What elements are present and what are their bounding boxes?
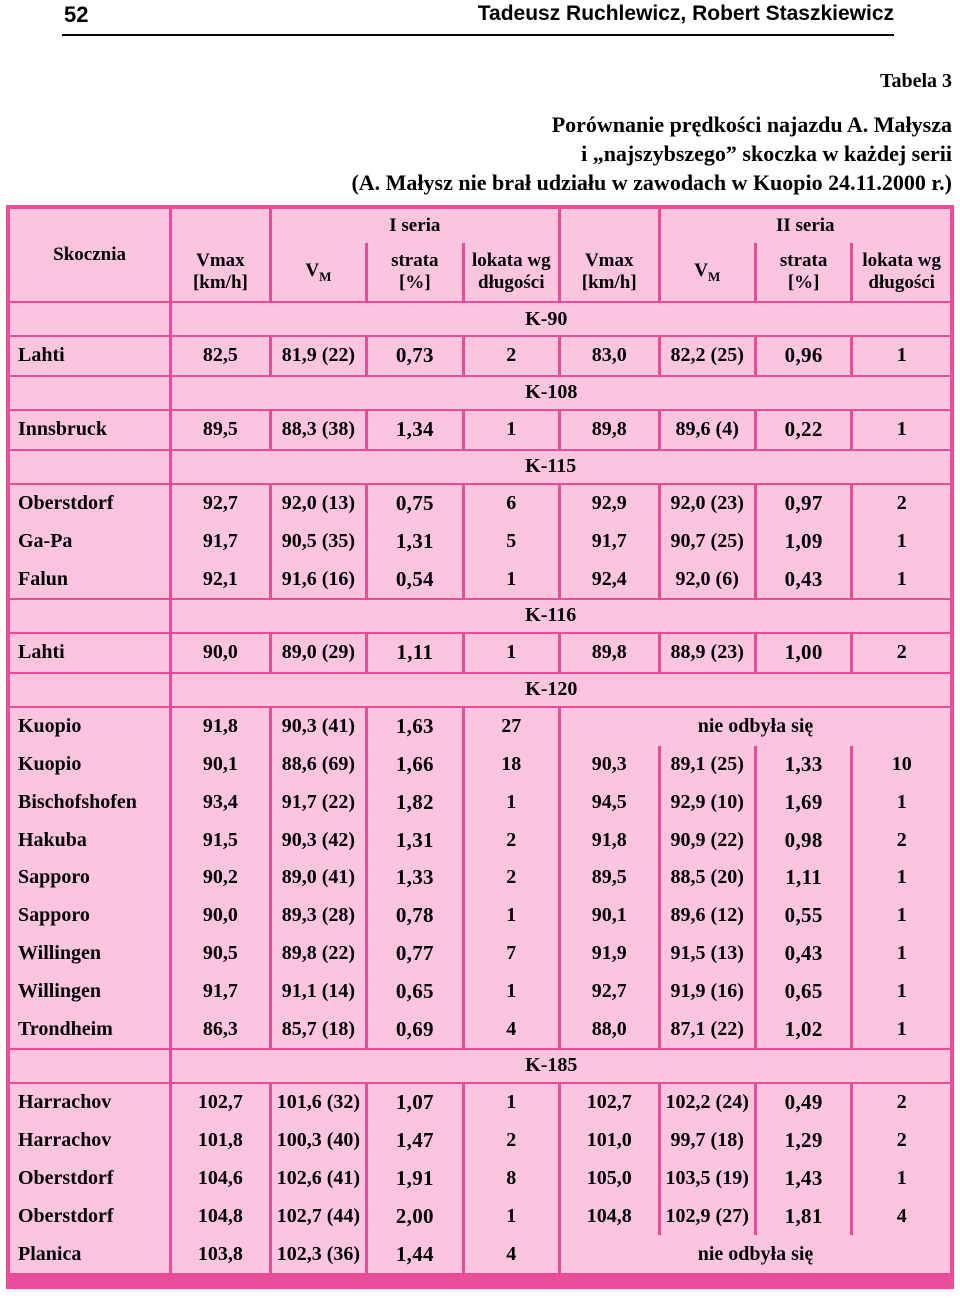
vm-1: 102,7 (44) [272, 1197, 365, 1235]
strata-2: 1,33 [757, 746, 850, 784]
vmax-1: 91,7 [172, 972, 269, 1010]
table-caption [351, 110, 952, 197]
header-strata-2: strata [%] [757, 243, 850, 301]
vm-1: 91,7 (22) [272, 783, 365, 821]
header-strata-1: strata [%] [368, 243, 461, 301]
vm-2: 89,6 (4) [661, 411, 754, 449]
strata-1: 2,00 [368, 1197, 461, 1235]
header-vmax-2: Vmax [km/h] [561, 243, 658, 301]
rank-2: 1 [853, 897, 950, 935]
table-row [10, 897, 950, 935]
vm-1: 85,7 (18) [272, 1010, 365, 1048]
vm-1: 91,6 (16) [272, 560, 365, 598]
rank-2: 1 [853, 972, 950, 1010]
strata-1: 1,31 [368, 821, 461, 859]
strata-1: 0,73 [368, 337, 461, 375]
rank-1: 1 [465, 634, 558, 672]
vm-1: 100,3 (40) [272, 1122, 365, 1160]
strata-2: 0,97 [757, 485, 850, 523]
vm-1: 81,9 (22) [272, 337, 365, 375]
vm-2: 91,5 (13) [661, 935, 754, 973]
vmax-1: 91,7 [172, 522, 269, 560]
vm-1: 90,5 (35) [272, 522, 365, 560]
vmax-1: 103,8 [172, 1235, 269, 1273]
vmax-1: 82,5 [172, 337, 269, 375]
hill-name: Sapporo [10, 859, 169, 897]
table-row [10, 746, 950, 784]
hill-name: Planica [10, 1235, 169, 1273]
vmax-1: 90,0 [172, 634, 269, 672]
rank-2: 1 [853, 1010, 950, 1048]
vm-1: 90,3 (41) [272, 708, 365, 746]
vm-2: 87,1 (22) [661, 1010, 754, 1048]
section-blank [10, 449, 169, 485]
table-row [10, 485, 950, 523]
vmax-2: 91,8 [561, 821, 658, 859]
header-blank-2 [561, 209, 658, 243]
hill-name: Falun [10, 560, 169, 598]
section-row [10, 598, 950, 634]
hill-size-label: K-108 [172, 375, 950, 411]
rank-1: 1 [465, 560, 558, 598]
section-blank [10, 301, 169, 337]
strata-1: 0,78 [368, 897, 461, 935]
vm-1: 102,3 (36) [272, 1235, 365, 1273]
vmax-2: 94,5 [561, 783, 658, 821]
rank-1: 8 [465, 1160, 558, 1198]
rank-1: 7 [465, 935, 558, 973]
vm-1: 89,0 (41) [272, 859, 365, 897]
section-row [10, 449, 950, 485]
header-rank-2: lokata wg długości [853, 243, 950, 301]
hill-name: Lahti [10, 337, 169, 375]
rank-1: 1 [465, 897, 558, 935]
caption-line: (A. Małysz nie brał udziału w zawodach w Kuopio 24.11.2000 r.) [351, 170, 952, 195]
hill-name: Oberstdorf [10, 485, 169, 523]
rank-1: 2 [465, 1122, 558, 1160]
rank-1: 1 [465, 972, 558, 1010]
header-series-2: II seria [661, 209, 951, 243]
section-row [10, 1048, 950, 1084]
vmax-2: 90,3 [561, 746, 658, 784]
hill-name: Harrachov [10, 1084, 169, 1122]
vm-2: 92,9 (10) [661, 783, 754, 821]
rank-2: 10 [853, 746, 950, 784]
vmax-1: 104,8 [172, 1197, 269, 1235]
rank-2: 2 [853, 485, 950, 523]
rank-1: 4 [465, 1010, 558, 1048]
vm-symbol: V [694, 259, 708, 281]
table-row [10, 634, 950, 672]
strata-1: 0,54 [368, 560, 461, 598]
strata-1: 0,69 [368, 1010, 461, 1048]
strata-1: 1,31 [368, 522, 461, 560]
rank-2: 4 [853, 1197, 950, 1235]
strata-2: 1,09 [757, 522, 850, 560]
strata-1: 0,77 [368, 935, 461, 973]
vm-1: 90,3 (42) [272, 821, 365, 859]
vmax-2: 104,8 [561, 1197, 658, 1235]
vm-2: 90,9 (22) [661, 821, 754, 859]
vm-2: 89,6 (12) [661, 897, 754, 935]
strata-1: 1,07 [368, 1084, 461, 1122]
rank-2: 1 [853, 859, 950, 897]
rank-1: 5 [465, 522, 558, 560]
vm-subscript: M [707, 268, 721, 284]
vmax-2: 91,9 [561, 935, 658, 973]
table-row [10, 821, 950, 859]
section-row [10, 375, 950, 411]
authors: Tadeusz Ruchlewicz, Robert Staszkiewicz [477, 2, 894, 25]
vm-2: 92,0 (23) [661, 485, 754, 523]
hill-name: Kuopio [10, 708, 169, 746]
vm-1: 92,0 (13) [272, 485, 365, 523]
vm-1: 102,6 (41) [272, 1160, 365, 1198]
caption-line: i „najszybszego” skoczka w każdej serii [581, 141, 952, 166]
hill-name: Lahti [10, 634, 169, 672]
rank-2: 1 [853, 411, 950, 449]
strata-2: 1,69 [757, 783, 850, 821]
vmax-2: 83,0 [561, 337, 658, 375]
vmax-2: 92,9 [561, 485, 658, 523]
vmax-2: 102,7 [561, 1084, 658, 1122]
hill-size-label: K-90 [172, 301, 950, 337]
strata-2: 1,29 [757, 1122, 850, 1160]
header-blank-1 [172, 209, 269, 243]
rank-2: 1 [853, 783, 950, 821]
vmax-1: 91,5 [172, 821, 269, 859]
section-blank [10, 672, 169, 708]
strata-1: 1,11 [368, 634, 461, 672]
vm-1: 89,3 (28) [272, 897, 365, 935]
vm-subscript: M [319, 268, 332, 284]
vm-2: 88,9 (23) [661, 634, 754, 672]
hill-name: Oberstdorf [10, 1160, 169, 1198]
strata-1: 1,47 [368, 1122, 461, 1160]
table-row [10, 411, 950, 449]
strata-2: 0,49 [757, 1084, 850, 1122]
vmax-2: 105,0 [561, 1160, 658, 1198]
strata-1: 1,82 [368, 783, 461, 821]
hill-size-label: K-116 [172, 598, 950, 634]
rank-1: 27 [465, 708, 558, 746]
table-row [10, 859, 950, 897]
hill-size-label: K-120 [172, 672, 950, 708]
vm-2: 88,5 (20) [661, 859, 754, 897]
vmax-1: 92,7 [172, 485, 269, 523]
rank-1: 6 [465, 485, 558, 523]
hill-size-label: K-185 [172, 1048, 950, 1084]
strata-2: 1,02 [757, 1010, 850, 1048]
vm-1: 91,1 (14) [272, 972, 365, 1010]
caption-line: Porównanie prędkości najazdu A. Małysza [551, 112, 952, 137]
vmax-1: 90,1 [172, 746, 269, 784]
table-row [10, 1235, 950, 1273]
page-number: 52 [64, 2, 89, 27]
rank-2: 1 [853, 337, 950, 375]
vm-2: 102,2 (24) [661, 1084, 754, 1122]
rank-2: 1 [853, 522, 950, 560]
strata-1: 0,75 [368, 485, 461, 523]
vmax-2: 89,8 [561, 634, 658, 672]
section-blank [10, 375, 169, 411]
table-row [10, 337, 950, 375]
strata-2: 1,11 [757, 859, 850, 897]
strata-2: 1,81 [757, 1197, 850, 1235]
strata-2: 0,98 [757, 821, 850, 859]
vmax-2: 101,0 [561, 1122, 658, 1160]
strata-1: 1,63 [368, 708, 461, 746]
header-rank-1: lokata wg długości [465, 243, 558, 301]
strata-1: 1,33 [368, 859, 461, 897]
hill-name: Innsbruck [10, 411, 169, 449]
section-blank [10, 1048, 169, 1084]
hill-name: Harrachov [10, 1122, 169, 1160]
rank-1: 1 [465, 1197, 558, 1235]
rank-2: 2 [853, 634, 950, 672]
vm-1: 89,0 (29) [272, 634, 365, 672]
section-blank [10, 598, 169, 634]
vm-2: 91,9 (16) [661, 972, 754, 1010]
vmax-1: 104,6 [172, 1160, 269, 1198]
hill-name: Kuopio [10, 746, 169, 784]
hill-size-label: K-115 [172, 449, 950, 485]
rank-2: 2 [853, 821, 950, 859]
vm-2: 82,2 (25) [661, 337, 754, 375]
table-row [10, 1084, 950, 1122]
rank-2: 2 [853, 1084, 950, 1122]
table-row [10, 560, 950, 598]
strata-1: 1,44 [368, 1235, 461, 1273]
vm-1: 89,8 (22) [272, 935, 365, 973]
rank-1: 1 [465, 1084, 558, 1122]
hill-name: Willingen [10, 935, 169, 973]
strata-2: 1,43 [757, 1160, 850, 1198]
hill-name: Trondheim [10, 1010, 169, 1048]
strata-1: 1,66 [368, 746, 461, 784]
strata-2: 0,43 [757, 560, 850, 598]
rank-2: 1 [853, 935, 950, 973]
data-table-frame [6, 205, 954, 1289]
vmax-2: 92,4 [561, 560, 658, 598]
vm-1: 101,6 (32) [272, 1084, 365, 1122]
rank-2: 2 [853, 1122, 950, 1160]
vmax-2: 88,0 [561, 1010, 658, 1048]
section-row [10, 672, 950, 708]
vm-2: 102,9 (27) [661, 1197, 754, 1235]
rank-1: 2 [465, 337, 558, 375]
strata-2: 0,65 [757, 972, 850, 1010]
vmax-2: 92,7 [561, 972, 658, 1010]
vmax-1: 92,1 [172, 560, 269, 598]
vm-1: 88,3 (38) [272, 411, 365, 449]
table-row [10, 1160, 950, 1198]
strata-1: 1,91 [368, 1160, 461, 1198]
strata-2: 0,55 [757, 897, 850, 935]
vmax-1: 89,5 [172, 411, 269, 449]
table-row [10, 972, 950, 1010]
vmax-1: 90,2 [172, 859, 269, 897]
header-vm-1 [272, 243, 365, 301]
hill-name: Ga-Pa [10, 522, 169, 560]
vm-2: 89,1 (25) [661, 746, 754, 784]
running-head [0, 0, 960, 40]
header-vm-2 [661, 243, 754, 301]
rank-1: 4 [465, 1235, 558, 1273]
vmax-1: 102,7 [172, 1084, 269, 1122]
vmax-1: 90,5 [172, 935, 269, 973]
vmax-1: 101,8 [172, 1122, 269, 1160]
hill-name: Willingen [10, 972, 169, 1010]
table-row [10, 708, 950, 746]
strata-2: 1,00 [757, 634, 850, 672]
strata-1: 0,65 [368, 972, 461, 1010]
vmax-1: 91,8 [172, 708, 269, 746]
table-row [10, 1197, 950, 1235]
vmax-2: 91,7 [561, 522, 658, 560]
hill-name: Bischofshofen [10, 783, 169, 821]
rank-1: 18 [465, 746, 558, 784]
header-hill: Skocznia [10, 209, 169, 301]
vm-2: 103,5 (19) [661, 1160, 754, 1198]
vm-2: 99,7 (18) [661, 1122, 754, 1160]
vm-2: 90,7 (25) [661, 522, 754, 560]
data-table [7, 209, 953, 1273]
vm-symbol: V [305, 259, 320, 281]
rank-1: 1 [465, 411, 558, 449]
section-row [10, 301, 950, 337]
not-held-note: nie odbyła się [561, 1235, 950, 1273]
table-row [10, 935, 950, 973]
hill-name: Sapporo [10, 897, 169, 935]
strata-2: 0,22 [757, 411, 850, 449]
strata-2: 0,43 [757, 935, 850, 973]
vm-1: 88,6 (69) [272, 746, 365, 784]
rank-2: 1 [853, 1160, 950, 1198]
strata-2: 0,96 [757, 337, 850, 375]
table-row [10, 522, 950, 560]
hill-name: Oberstdorf [10, 1197, 169, 1235]
vmax-2: 89,5 [561, 859, 658, 897]
table-row [10, 1122, 950, 1160]
header-row [10, 209, 950, 243]
table-row [10, 783, 950, 821]
rank-2: 1 [853, 560, 950, 598]
vm-2: 92,0 (6) [661, 560, 754, 598]
rank-1: 1 [465, 783, 558, 821]
header-rule [62, 34, 894, 36]
rank-1: 2 [465, 821, 558, 859]
strata-1: 1,34 [368, 411, 461, 449]
vmax-1: 93,4 [172, 783, 269, 821]
header-series-1: I seria [272, 209, 558, 243]
vmax-1: 86,3 [172, 1010, 269, 1048]
table-number: Tabela 3 [879, 70, 952, 92]
rank-1: 2 [465, 859, 558, 897]
hill-name: Hakuba [10, 821, 169, 859]
table-row [10, 1010, 950, 1048]
vmax-2: 89,8 [561, 411, 658, 449]
vmax-2: 90,1 [561, 897, 658, 935]
vmax-1: 90,0 [172, 897, 269, 935]
header-vmax-1: Vmax [km/h] [172, 243, 269, 301]
not-held-note: nie odbyła się [561, 708, 950, 746]
